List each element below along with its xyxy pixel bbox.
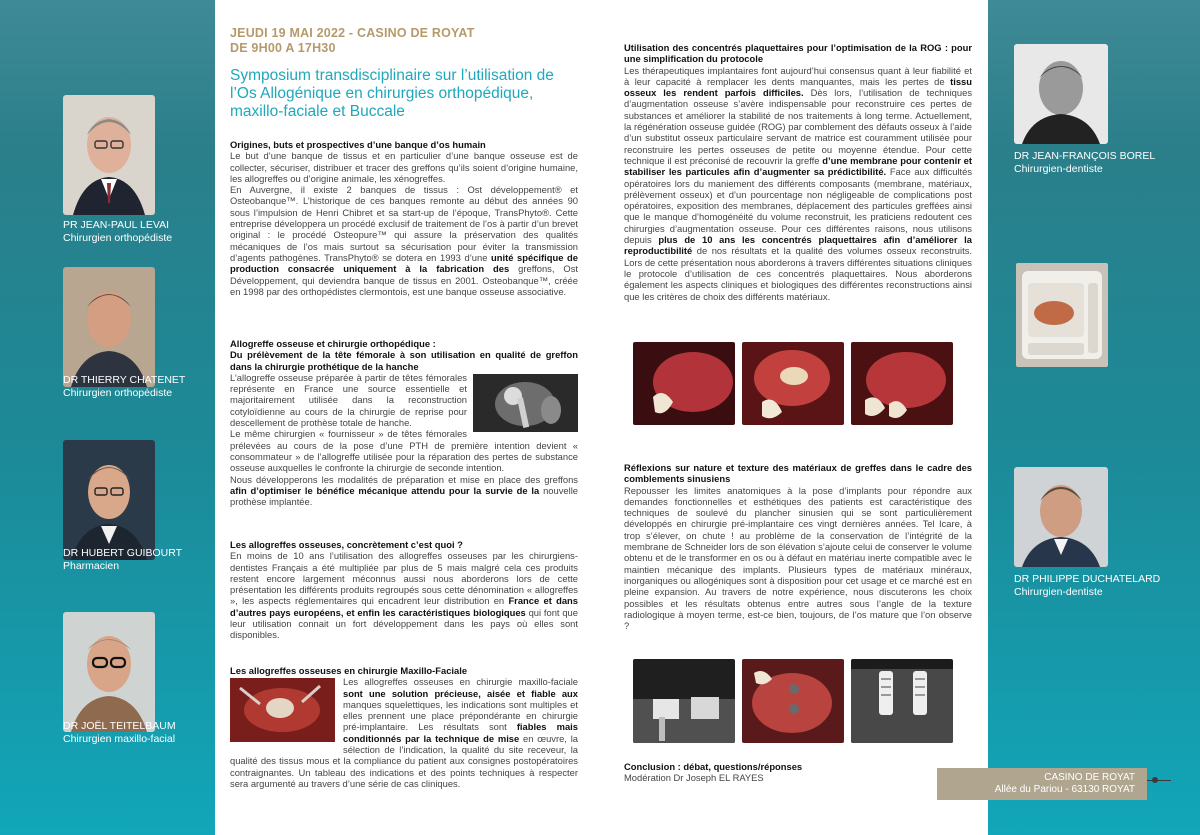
portrait-guibourt [63,440,155,560]
venue-name: CASINO DE ROYAT [1044,772,1135,783]
hip-xray-image [473,374,578,432]
text-emphasis: tissu osseux les rendent parfois difficiles. [624,75,972,99]
paragraph [230,474,578,508]
text-run: Les allogreffes osseuses en chirurgie maxillo-faciale [343,676,578,688]
text-run: Les thérapeutiques implantaires font aujourd’hui consensus quant à leur fiabilité et à leur capacité à remplacer les dents manquantes, mais les pertes de [624,64,972,87]
paragraph: Le même chirurgien « fournisseur » de têtes fémorales prélevées au cours de la pose d’une PTH de première intention devient « consommateur » de l’allogreffe utilisée pour la réparation des pertes de substance osseuse auxquelles le confronte la chirurgie de seconde intention. [230,428,578,474]
venue-address: Allée du Pariou - 63130 ROYAT [994,784,1135,795]
maxillofacial-surgery-image [230,678,335,742]
section-allografts [230,539,578,641]
date-line: JEUDI 19 MAI 2022 - CASINO DE ROYAT [230,26,475,40]
venue-pointer-line [1147,780,1171,781]
section-orthopedic [230,338,578,507]
venue-box [937,768,1147,800]
text-emphasis: afin d’optimiser le bénéfice mécanique attendu pour la survie de la [230,484,540,496]
graft-material-photo [1016,263,1108,367]
speaker-role: Chirurgien-dentiste [1014,586,1103,598]
time-line: DE 9H00 A 17H30 [230,41,336,55]
text-emphasis: d’une membrane pour contenir et stabiliser les particules afin d’augmenter sa prédictibilité. [624,154,972,178]
speaker-role: Pharmacien [63,560,120,572]
speaker-name: DR PHILIPPE DUCHATELARD [1014,573,1161,585]
portrait-duchatelard [1014,467,1108,567]
paragraph: Repousser les limites anatomiques à la pose d’implants pour répondre aux demandes fonctionnelles et esthétiques des patients est caractéristique des techniques de soulevé du plancher sinusien qui se sont particulièrement développés en chirurgie pré-implantaire ces vingt dernières années. Tel Icare, à trop s’élever, on chute ! au problème de la conservation de l’intégrité de la membrane de Schneider lors de son élévation s’ajoute celui de conserver le volume obtenu et de le transformer en os ou à défaut en matériau inerte compatible avec le maintien mécanique des implants. Plusieurs types de matériaux minéraux, inorganiques ou allogéniques sont à disposition pour cet usage et ce marché est en pleine expansion. Au travers de notre expérience, nous discuterons les choix possibles et les résultats obtenus entre autres sous l’angle de la texture radiologique à moyen terme, est-ce bien, toujours, de l’os mature que l’on observe ? [624,484,972,632]
caption-duchatelard [1014,573,1160,599]
caption-chatenet [63,374,185,400]
section-sinus-grafts [624,462,972,631]
section-platelet-concentrates [624,42,972,302]
text-run: En Auvergne, il existe 2 banques de tissus : Ost développement® et Osteobanque™. L’historique de ces banques remonte au début des années 90 sous l’impulsion de Henri Chibret et sa start-up de l’époque, TransPhyto®. Cette entreprise développera un procédé exclusif de traitement de l’os à partir d’un brevet original : le procédé Osteopure™ qui assure la préservation des qualités mécaniques de l’os mais surtout sa sécurisation pour éviter la transmission d’agents pathogènes. TransPhyto® se dotera en 1993 d’une [230,184,578,263]
clinical-photo-3 [851,342,953,425]
portrait-teitelbaum [63,612,155,732]
section-heading: Réflexions sur nature et texture des matériaux de greffes dans le cadre des comblements sinusiens [624,462,972,485]
caption-teitelbaum [63,720,176,746]
clinical-photo-implant [742,659,844,743]
text-run: manques squelettiques, les indications sont multiples et elles prennent une place prépondérante en chirurgie pré-implantaire. Les résultats sont [343,698,578,733]
text-run: Face aux difficultés opératoires lors du maniement des différents composants (membrane, matériaux, prélèvement osseux) et d’un pourcentage non négligeable de complications post opératoires, exposition des membranes, déplacement des particules greffées ainsi que le manque d’homogénéité du volume reconstruit, les praticiens redoutent ces chirurgies d’augmentation osseuse. Pour ces différentes raisons, nous utilisons depuis [624,166,973,246]
text-run: Nous développerons les modalités de préparation et mise en place des greffons [230,473,578,485]
text-emphasis: France et dans d’autres pays européens, et enfin les caractéristiques biologiques [230,595,578,618]
event-date [230,26,475,56]
text-run: qui font que leur utilisation connait un fort développement dans les pays où elles sont disponibles. [230,606,578,641]
speaker-name: PR JEAN-PAUL LEVAI [63,219,170,231]
text-emphasis: fiables mais conditionnés par la technique de mise [343,721,578,744]
speaker-role: Chirurgien orthopédiste [63,232,173,244]
portrait-borel [1014,44,1108,144]
portrait-levai [63,95,155,215]
text-run: greffons, Ost Développement, qui deviendra banque de tissus en 2001. Osteobanque™, créée en 1998 par des orthopédistes clermontois, est une banque osseuse associative. [230,263,578,297]
text-emphasis: plus de 10 ans les concentrés plaquettaires afin d’améliorer la reproductibilité [624,234,972,257]
text-emphasis: sont une solution précieuse, aisée et fiable aux [343,687,578,699]
section-maxillofacial [230,665,578,789]
paragraph [624,65,972,302]
clinical-photo-2 [742,342,844,425]
paragraph: L’allogreffe osseuse préparée à partir de têtes fémorales représente en France une source essentielle et majoritairement utilisée dans la reconstruction cotyloïdienne au cours de la chirurgie de reprise pour descellement de prothèse totale de hanche. [230,371,467,429]
paragraph [230,550,578,640]
text-emphasis: unité spécifique de production consacrée uniquement à la fabrication des [230,251,578,275]
speaker-name: DR HUBERT GUIBOURT [63,547,183,559]
moderation-credit: Modération Dr Joseph EL RAYES [624,772,764,784]
text-run: Dès lors, l’utilisation de techniques d’augmentation osseuse s’avère indispensable pour reconstruire ces pertes de substances et améliorer la stabilité de nos traitements à long terme. Actuellement, la régénération osseuse guidée (ROG) par comblement des défauts osseux à l’aide d’un substitut osseux particulaire servant de matrice est couramment utilisée pour reconstruire les pertes osseuses de petite ou moyenne étendue. Pour cette technique il est préconisé de recouvrir la greffe [624,87,973,166]
radiograph-2 [851,659,953,743]
speaker-name: DR JEAN-FRANÇOIS BOREL [1014,150,1156,162]
section-heading: Utilisation des concentrés plaquettaires pour l’optimisation de la ROG : pour une simplification du protocole [624,42,972,65]
speaker-role: Chirurgien maxillo-facial [63,733,176,745]
speaker-name: DR THIERRY CHATENET [63,374,186,386]
radiograph-1 [633,659,735,743]
venue-pointer-dot [1152,777,1158,783]
caption-guibourt [63,547,182,573]
caption-borel [1014,150,1155,176]
text-run: En moins de 10 ans l’utilisation des allogreffes osseuses par les chirurgiens-dentistes Français a été multipliée par plus de 5 mais malgré cela ces produits restent encore largement méconnus aussi nous aborderons lors de cette présentation les différents produits regroupés sous cette dénomination « allogreffes », les aspects réglementaires qui encadrent leur distribution en [230,550,578,607]
paragraph [230,184,578,297]
section-bone-bank [230,139,578,297]
speaker-role: Chirurgien-dentiste [1014,163,1103,175]
conclusion [624,761,964,784]
section-subheading: Du prélèvement de la tête fémorale à son utilisation en qualité de greffon dans la chirurgie prothétique de la hanche [230,349,578,372]
text-run: de nos résultats et la qualité des volumes osseux reconstruits. Lors de cette présentation nous aborderons à travers différentes situations cliniques le protocole d’utilisation de ces concentrés plaquettaires. Nous aborderons également les aspects cliniques et biologiques des différentes reconstructions ainsi que les critères de choix des différents matériaux. [624,245,972,302]
section-heading: Les allogreffes osseuses, concrètement c’est quoi ? [230,539,463,550]
section-heading: Conclusion : débat, questions/réponses [624,761,803,772]
caption-levai [63,219,172,245]
text-run: en œuvre, la sélection de l’indication, la qualité du site receveur, la qualité des tissus mous et la compliance du patient aux consignes postopératoires contraignantes. Un tableau des indications et des points techniques à respecter sera argumenté au travers d’une série de cas cliniques. [230,732,578,789]
page-title: Symposium transdisciplinaire sur l’utilisation de l’Os Allogénique en chirurgies orthopédique, maxillo-faciale et Buccale [230,67,554,120]
speaker-name: DR JOËL TEITELBAUM [63,720,176,732]
speaker-role: Chirurgien orthopédiste [63,387,173,399]
text-run: nouvelle prothèse implantée. [230,484,579,508]
section-heading: Les allogreffes osseuses en chirurgie Maxillo-Faciale [230,665,468,676]
section-heading: Allogreffe osseuse et chirurgie orthopédique : [230,338,436,349]
section-heading: Origines, buts et prospectives d’une banque d’os humain [230,139,486,150]
paragraph: Le but d’une banque de tissus et en particulier d’une banque osseuse est de collecter, sécuriser, distribuer et tracer des greffons qu’ils soient d’origine humaine, les allogreffes ou d’origine animale, les xénogreffes. [230,150,578,184]
clinical-photo-1 [633,342,735,425]
portrait-chatenet [63,267,155,387]
